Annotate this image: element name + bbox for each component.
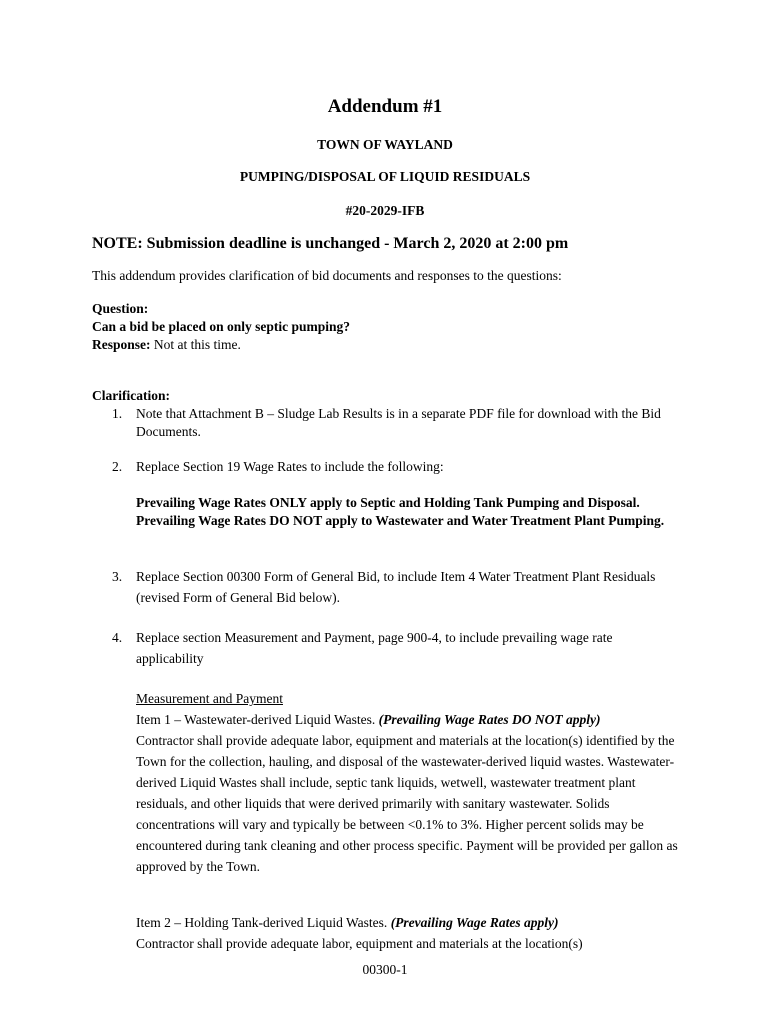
measurement-section (136, 688, 686, 877)
project-heading: PUMPING/DISPOSAL OF LIQUID RESIDUALS (239, 169, 531, 184)
item2-title: Item 2 – Holding Tank-derived Liquid Wastes. (136, 915, 391, 930)
page-number: 00300-1 (362, 962, 408, 977)
page-title: Addendum #1 (327, 96, 443, 117)
item2-heading (136, 912, 686, 933)
response-text: Not at this time. (150, 337, 241, 352)
list-text: Note that Attachment B – Sludge Lab Results is in a separate PDF file for download with the Bid Documents. (136, 406, 661, 439)
list-item (112, 627, 682, 669)
response-label: Response: (92, 337, 151, 352)
item1-body: Contractor shall provide adequate labor, equipment and materials at the location(s) identified by the Town for the collection, hauling, and disposal of the wastewater-derived liquid wastes. Wastewater-derived Liquid Wastes shall include, septic tank liquids, wetwell, wastewater treatment plant residuals, and other liquids that were derived primarily with sanitary wastewater. Solids concentrations will vary and typically be between <0.1% to 3%. Higher percent solids may be encountered during tank cleaning and other process specific. Payment will be provided per gallon as approved by the Town. (136, 733, 678, 874)
list-text: Replace section Measurement and Payment, page 900-4, to include prevailing wage rate applicability (136, 630, 613, 666)
question-block (92, 300, 350, 354)
question-text: Can a bid be placed on only septic pumping? (92, 319, 351, 334)
item1-title: Item 1 – Wastewater-derived Liquid Wastes. (136, 712, 379, 727)
intro-text: This addendum provides clarification of bid documents and responses to the questions: (92, 268, 562, 283)
deadline-note: NOTE: Submission deadline is unchanged - March 2, 2020 at 2:00 pm (92, 235, 569, 252)
list-text: Replace Section 19 Wage Rates to include the following: (136, 459, 444, 474)
list-number: 1. (112, 406, 123, 421)
bid-number: #20-2029-IFB (345, 203, 425, 218)
clarification-heading: Clarification: (92, 388, 170, 403)
list-item (112, 566, 682, 608)
item1-wage-note: (Prevailing Wage Rates DO NOT apply) (378, 712, 601, 727)
item2-body: Contractor shall provide adequate labor, equipment and materials at the location(s) (136, 936, 583, 951)
item1-heading (136, 709, 686, 730)
list-item (112, 405, 682, 441)
question-label: Question: (92, 301, 149, 316)
response-line (92, 336, 350, 354)
wage-rates-statement: Prevailing Wage Rates ONLY apply to Septic and Holding Tank Pumping and Disposal. Prevailing Wage Rates DO NOT apply to Wastewater and Water Treatment Plant Pumping. (136, 495, 665, 528)
item2-wage-note: (Prevailing Wage Rates apply) (390, 915, 559, 930)
list-number: 2. (112, 459, 123, 474)
list-item (112, 458, 682, 476)
measurement-heading: Measurement and Payment (136, 691, 283, 706)
list-number: 3. (112, 569, 123, 584)
item2-section (136, 912, 686, 954)
list-number: 4. (112, 630, 123, 645)
list-text: Replace Section 00300 Form of General Bid, to include Item 4 Water Treatment Plant Residuals (revised Form of General Bid below). (136, 569, 656, 605)
town-heading: TOWN OF WAYLAND (317, 137, 453, 152)
